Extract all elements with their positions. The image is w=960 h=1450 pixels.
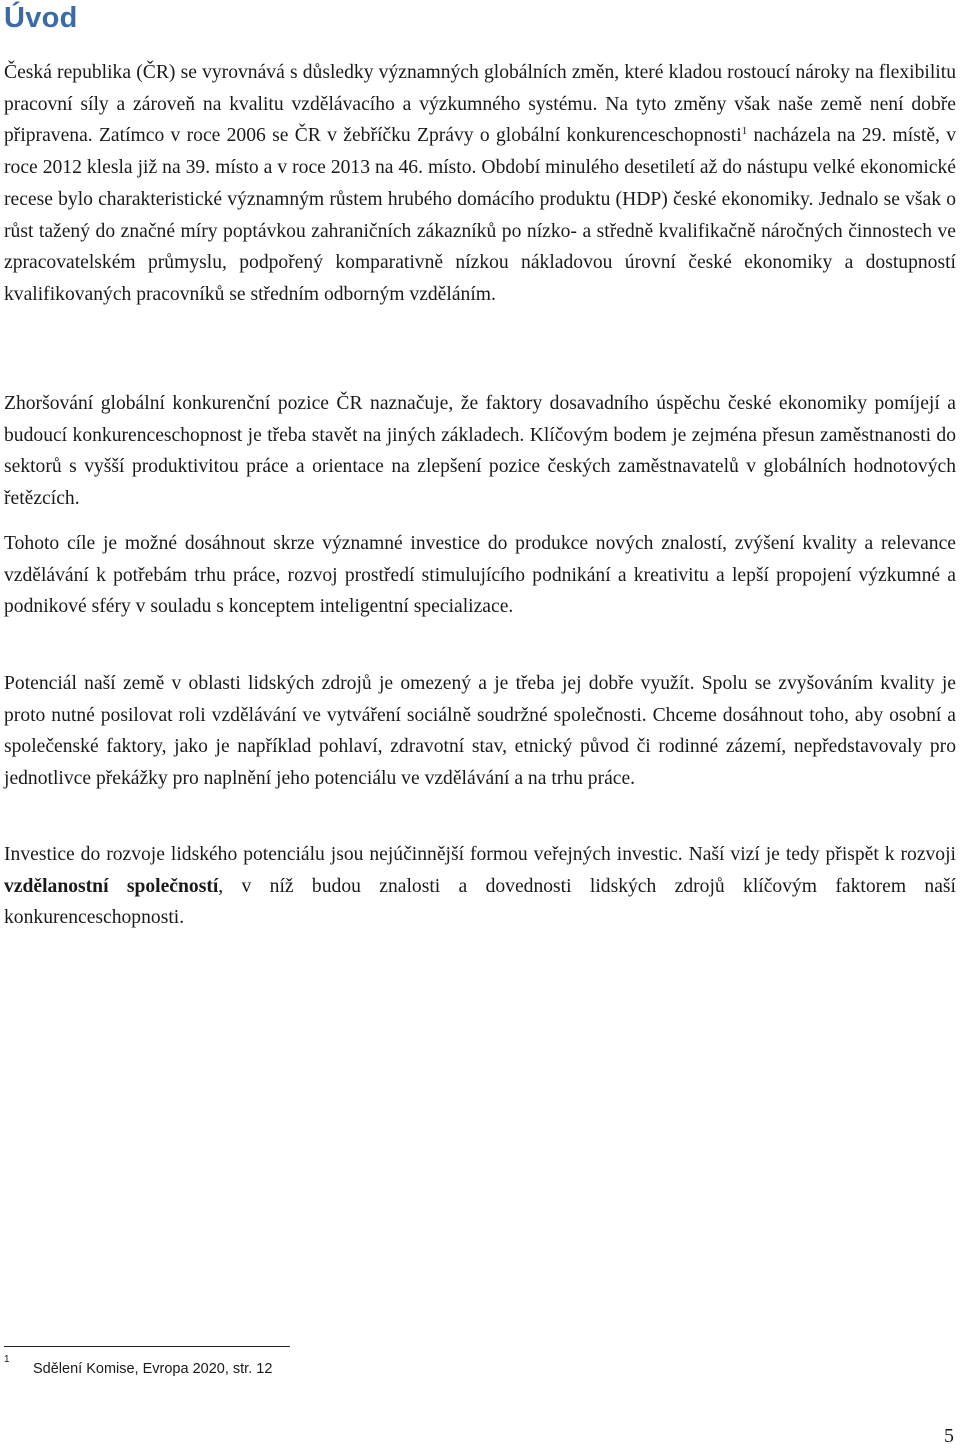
paragraph-4: Potenciál naší země v oblasti lidských zdrojů je omezený a je třeba jej dobře využít. Spolu se zvyšováním kvality je proto nutné posilovat roli vzdělávání ve vytváření sociálně soudržné společnosti. Chceme dosáhnout toho, aby osobní a společenské faktory, jako je například pohlaví, zdravotní stav, etnický původ či rodinné zázemí, nepředstavovaly pro jednotlivce překážky pro naplnění jeho potenciálu ve vzdělávání a na trhu práce. xyxy=(4,673,956,790)
paragraph-2: Zhoršování globální konkurenční pozice ČR naznačuje, že faktory dosavadního úspěchu české ekonomiky pomíjejí a budoucí konkurenceschopnost je třeba stavět na jiných základech. Klíčovým bodem je zejména přesun zaměstnanosti do sektorů s vyšší produktivitou práce a orientace na zlepšení pozice českých zaměstnavatelů v globálních hodnotových řetězcích. xyxy=(4,393,956,510)
footnote-text: Sdělení Komise, Evropa 2020, str. 12 xyxy=(33,1361,273,1377)
paragraph-1-text-a: Česká republika (ČR) se vyrovnává s důsledky významných globálních změn, které kladou rostoucí nároky na flexibilitu pracovní síly a zároveň na kvalitu vzdělávacího a výzkumného systému. Na tyto změny však naše země není dobře připravena. Zatímco v roce 2006 se ČR v žebříčku Zprávy o globální konkurenceschopnosti xyxy=(4,62,956,147)
paragraph-1-text-b: nacházela na 29. místě, v roce 2012 klesla již na 39. místo a v roce 2013 na 46. místo. Období minulého desetiletí až do nástupu velké ekonomické recese bylo charakteristické významným růstem hrubého domácího produktu (HDP) české ekonomiky. Jednalo se však o růst tažený do značné míry poptávkou zahraničních zákazníků po nízko- a středně kvalifikačně náročných činnostech ve zpracovatelském průmyslu, podpořený komparativně nízkou nákladovou úrovní české ekonomiky a dostupností kvalifikovaných pracovníků se středním odborným vzděláním. xyxy=(4,125,956,305)
section-heading: Úvod xyxy=(4,2,78,34)
page-number: 5 xyxy=(944,1425,954,1447)
paragraph-5-text-a: Investice do rozvoje lidského potenciálu jsou nejúčinnější formou veřejných investic. Naší vizí je tedy přispět k rozvoji xyxy=(4,844,956,865)
paragraph-3: Tohoto cíle je možné dosáhnout skrze významné investice do produkce nových znalostí, zvýšení kvality a relevance vzdělávání k potřebám trhu práce, rozvoj prostředí stimulujícího podnikání a kreativitu a lepší propojení výzkumné a podnikové sféry v souladu s konceptem inteligentní specializace. xyxy=(4,533,956,618)
footnote-number: 1 xyxy=(4,1354,10,1365)
footnote-separator xyxy=(4,1346,290,1347)
paragraph-5 xyxy=(4,839,956,934)
paragraph-1 xyxy=(4,57,956,311)
footnote-reference[interactable]: 1 xyxy=(741,125,748,138)
paragraph-5-text-b: , v níž budou znalosti a dovednosti lidských zdrojů klíčovým faktorem naší konkurenceschopnosti. xyxy=(4,875,956,929)
paragraph-5-bold-term: vzdělanostní společností xyxy=(4,875,219,897)
